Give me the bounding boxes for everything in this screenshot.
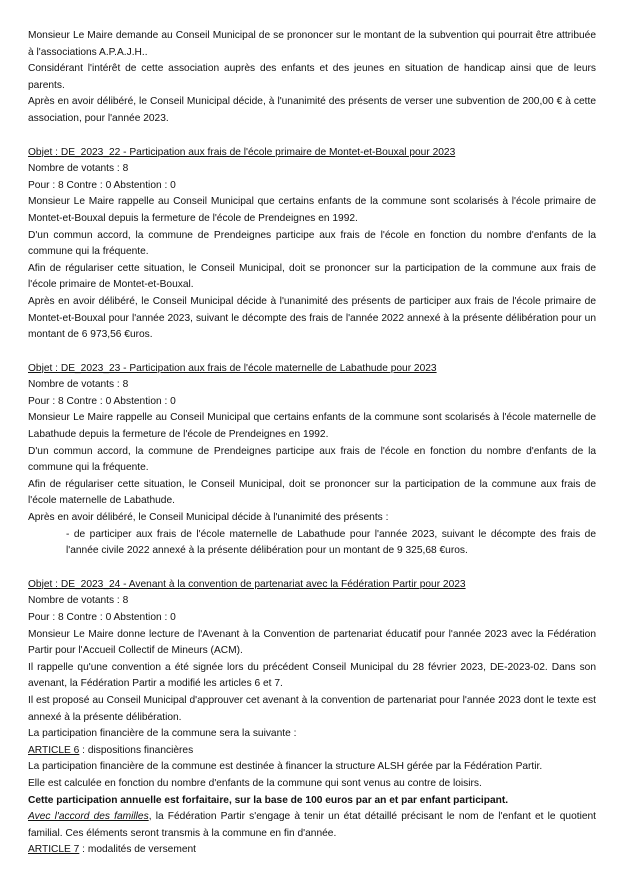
decision-item: - de participer aux frais de l'école maternelle de Labathude pour l'année 2023, suivant le décompte des frais de l'année civile 2022 annexé à la présente délibération pour un montant de 9 325,68 €uros. [66,528,596,557]
section-title: Objet : DE_2023_22 - Participation aux frais de l'école primaire de Montet-et-Bouxal pour 2023 [28,146,456,158]
vote-result: Pour : 8 Contre : 0 Abstention : 0 [28,612,176,623]
article-title: : modalités de versement [79,844,196,856]
bold-paragraph: Cette participation annuelle est forfaitaire, sur la base de 100 euros par an et par enfant participant. [28,794,509,806]
vote-result: Pour : 8 Contre : 0 Abstention : 0 [28,395,176,407]
emphasis-text: Avec l'accord des familles [28,811,149,823]
paragraph: La participation financière de la commune est destinée à financer la structure ALSH gérée par la Fédération Partir. [28,761,543,773]
paragraph: Monsieur Le Maire demande au Conseil Municipal de se prononcer sur le montant de la subvention qui pourrait être attribuée à l'associations A.P.A.J.H.. [28,30,596,58]
paragraph [28,809,596,842]
paragraph: Elle est calculée en fonction du nombre d'enfants de la commune qui sont venus au contre de loisirs. [28,777,482,789]
paragraph: Afin de régulariser cette situation, le Conseil Municipal, doit se prononcer sur la participation de la commune aux frais de l'école primaire de Montet-et-Bouxal. [28,262,596,291]
paragraph-text: , la Fédération Partir s'engage à tenir un état détaillé précisant le nom de l'enfant et le quotient familial. Ces éléments seront transmis à la commune en fin d'année. [28,811,597,839]
paragraph: D'un commun accord, la commune de Prendeignes participe aux frais de l'école en fonction du nombre d'enfants de la commune qui la fréquente. [28,229,596,258]
vote-result: Pour : 8 Contre : 0 Abstention : 0 [28,179,176,191]
article-title: : dispositions financières [79,744,194,756]
paragraph: Monsieur Le Maire donne lecture de l'Avenant à la Convention de partenariat éducatif pour l'année 2023 avec la Fédération Partir pour l'Accueil Collectif de Mineurs (ACM). [28,628,596,657]
paragraph: Monsieur Le Maire rappelle au Conseil Municipal que certains enfants de la commune sont scolarisés à l'école primaire de Montet-et-Bouxal depuis la fermeture de l'école de Prendeignes en 1992. [28,196,596,224]
vote-count: Nombre de votants : 8 [28,595,129,607]
section-title: Objet : DE_2023_24 - Avenant à la convention de partenariat avec la Fédération Partir pour 2023 [28,578,466,590]
article-6-heading [28,743,596,760]
document-body [28,28,596,859]
paragraph: D'un commun accord, la commune de Prendeignes participe aux frais de l'école en fonction du nombre d'enfants de la commune qui la fréquente. [28,445,596,474]
section-de-2023-23 [28,361,596,560]
paragraph: La participation financière de la commune sera la suivante : [28,728,297,740]
article-7-heading [28,842,596,859]
vote-count: Nombre de votants : 8 [28,379,129,391]
paragraph: Monsieur Le Maire rappelle au Conseil Municipal que certains enfants de la commune sont scolarisés à l'école maternelle de Labathude depuis la fermeture de l'école de Prendeignes en 1992. [28,412,596,441]
section-de-2023-22 [28,145,596,344]
paragraph: Il rappelle qu'une convention a été signée lors du précédent Conseil Municipal du 28 février 2023, DE-2023-02. Dans son avenant, la Fédération Partir a modifié les articles 6 et 7. [28,661,596,690]
paragraph: Il est proposé au Conseil Municipal d'approuver cet avenant à la convention de partenariat pour l'année 2023 dont le texte est annexé à la présente délibération. [28,694,596,723]
section-de-2023-24 [28,577,596,859]
paragraph: Après en avoir délibéré, le Conseil Municipal décide, à l'unanimité des présents de verser une subvention de 200,00 € à cette association, pour l'année 2023. [28,96,596,124]
section-title: Objet : DE_2023_23 - Participation aux frais de l'école maternelle de Labathude pour 2023 [28,362,437,374]
paragraph: Afin de régulariser cette situation, le Conseil Municipal, doit se prononcer sur la participation de la commune aux frais de l'école maternelle de Labathude. [28,478,596,507]
article-label: ARTICLE 7 [28,844,80,856]
paragraph: Après en avoir délibéré, le Conseil Municipal décide à l'unanimité des présents : [28,512,389,524]
paragraph: Après en avoir délibéré, le Conseil Municipal décide à l'unanimité des présents de participer aux frais de l'école primaire de Montet-et-Bouxal pour l'année 2023, suivant le décompte des frais de l'année 2022 annexé à la présente délibération pour un montant de 6 973,56 €uros. [28,295,596,341]
article-label: ARTICLE 6 [28,744,80,756]
intro-section [28,28,596,128]
paragraph: Considérant l'intérêt de cette association auprès des enfants et des jeunes en situation de handicap ainsi que de leurs parents. [28,63,596,91]
vote-count: Nombre de votants : 8 [28,163,129,175]
